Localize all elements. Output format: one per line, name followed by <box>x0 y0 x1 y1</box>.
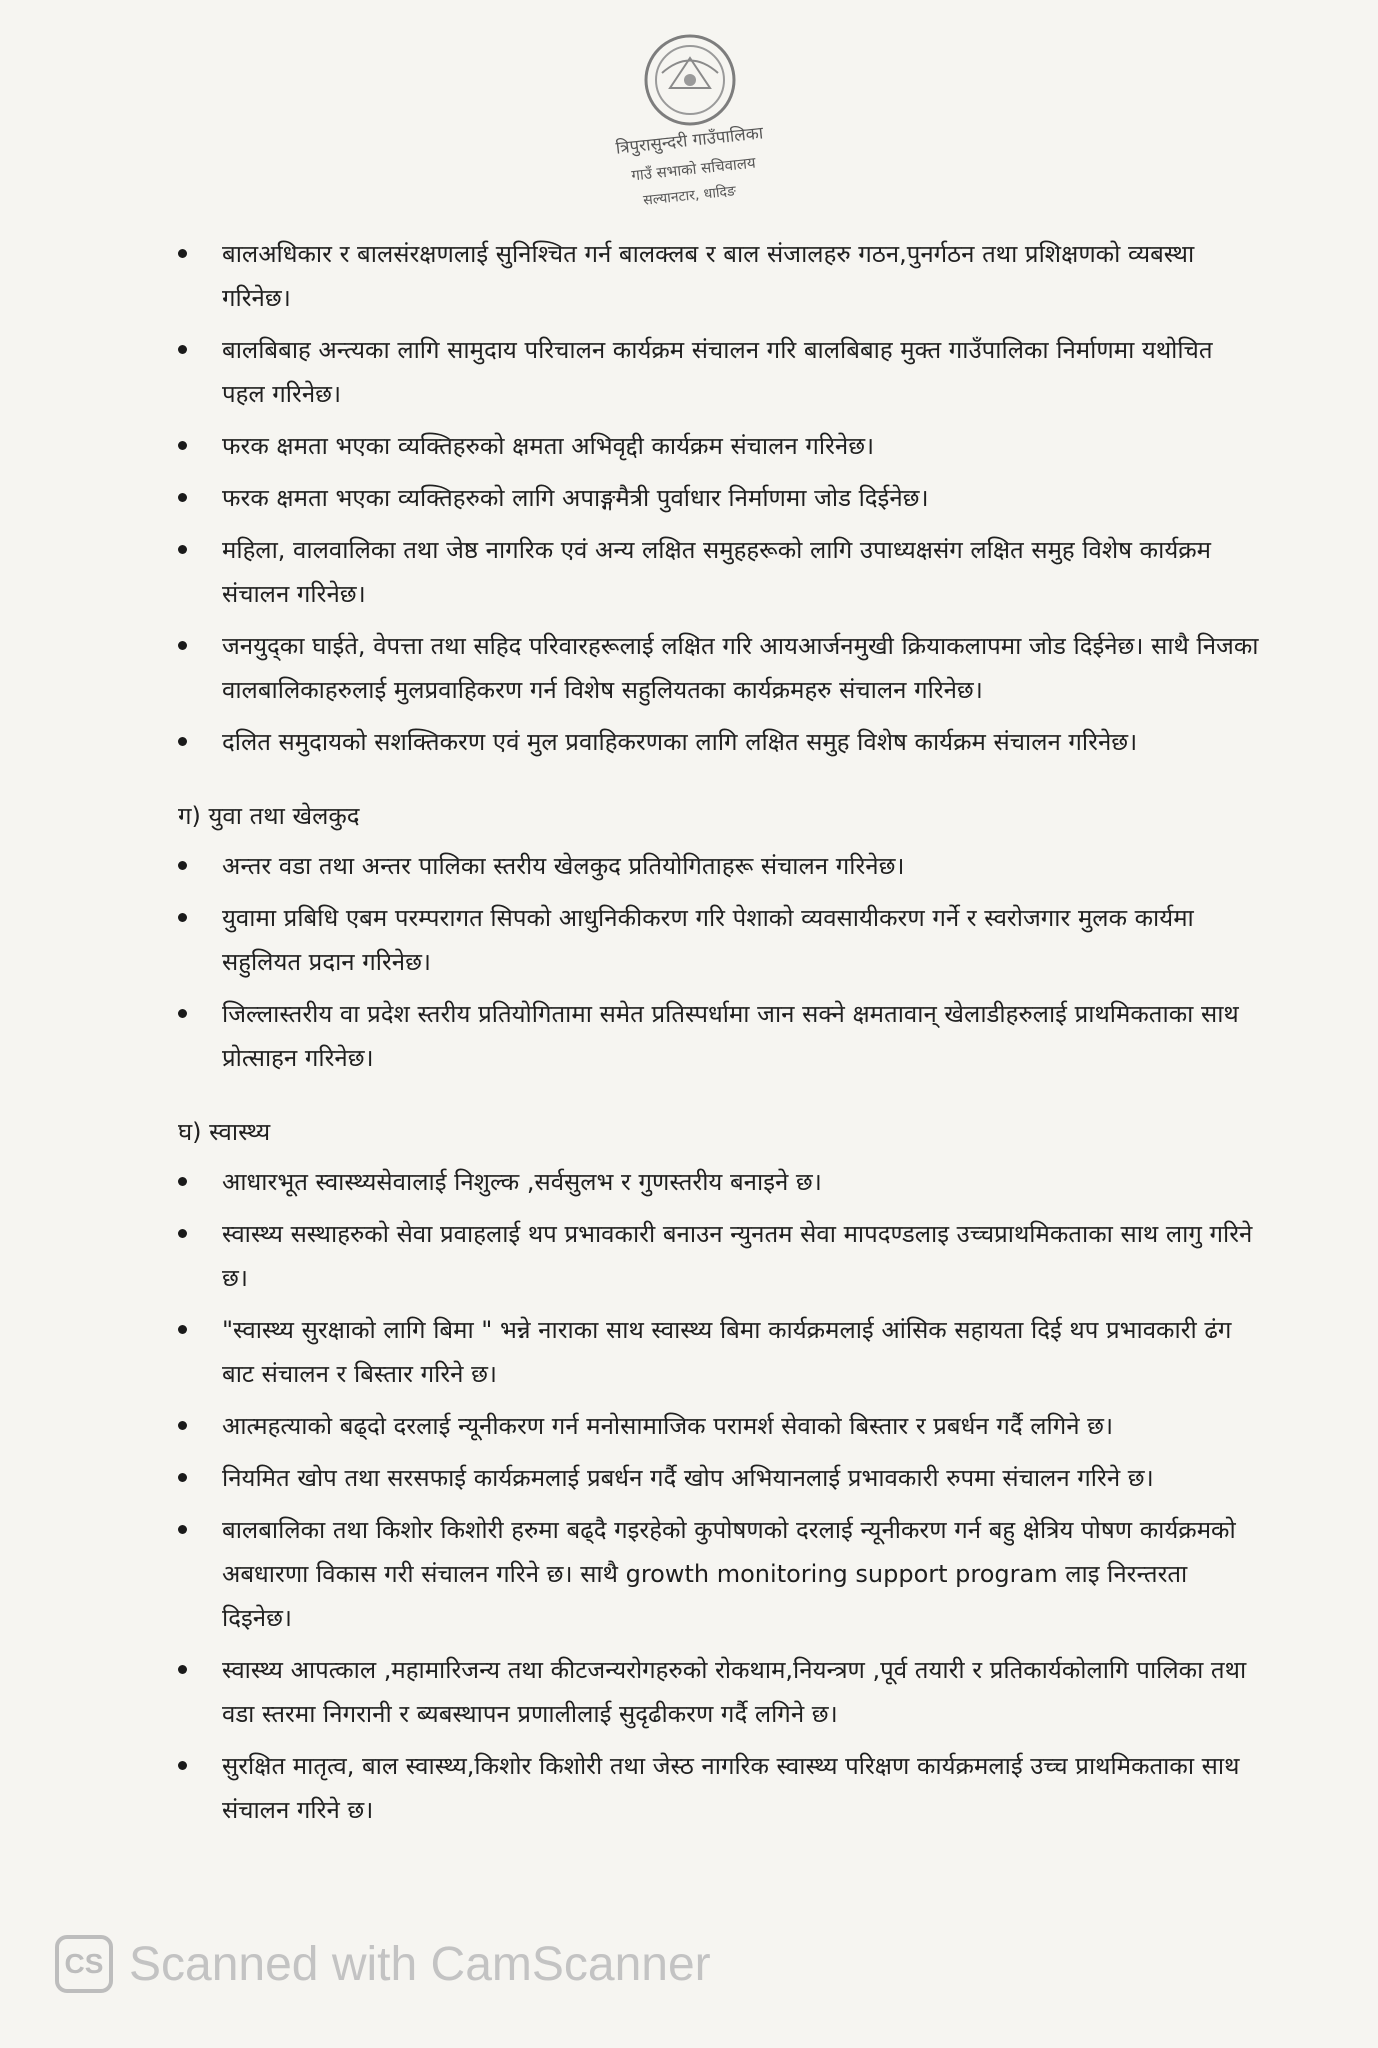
list-item: युवामा प्रबिधि एबम परम्परागत सिपको आधुनिकीकरण गरि पेशाको व्यवसायीकरण गर्ने र स्वरोजगार मुलक कार्यमा सहुलियत प्रदान गरिनेछ। <box>170 896 1260 984</box>
list-item: आधारभूत स्वास्थ्यसेवालाई निशुल्क ,सर्वसुलभ र गुणस्तरीय बनाइने छ। <box>170 1160 1260 1204</box>
svg-text:सल्यानटार, धादिङ: सल्यानटार, धादिङ <box>642 183 737 209</box>
list-item: फरक क्षमता भएका व्यक्तिहरुको क्षमता अभिवृद्दी कार्यक्रम संचालन गरिनेछ। <box>170 424 1260 468</box>
list-item: जिल्लास्तरीय वा प्रदेश स्तरीय प्रतियोगितामा समेत प्रतिस्पर्धामा जान सक्ने क्षमतावान् खेलाडीहरुलाई प्राथमिकताका साथ प्रोत्साहन गरिनेछ। <box>170 992 1260 1080</box>
office-seal-stamp <box>590 28 790 218</box>
list-item: आत्महत्याको बढ्दो दरलाई न्यूनीकरण गर्न मनोसामाजिक परामर्श सेवाको बिस्तार र प्रबर्धन गर्दै लगिने छ। <box>170 1404 1260 1448</box>
camscanner-watermark <box>55 1935 711 1993</box>
svg-text:गाउँ सभाको सचिवालय: गाउँ सभाको सचिवालय <box>630 153 757 185</box>
list-item: फरक क्षमता भएका व्यक्तिहरुको लागि अपाङ्गमैत्री पुर्वाधार निर्माणमा जोड दिईनेछ। <box>170 476 1260 520</box>
youth-bullet-list <box>170 844 1260 1080</box>
list-item: महिला, वालवालिका तथा जेष्ठ नागरिक एवं अन्य लक्षित समुहहरूको लागि उपाध्यक्षसंग लक्षित समुह विशेष कार्यक्रम संचालन गरिनेछ। <box>170 528 1260 616</box>
list-item: दलित समुदायको सशक्तिकरण एवं मुल प्रवाहिकरणका लागि लक्षित समुह विशेष कार्यक्रम संचालन गरिनेछ। <box>170 720 1260 764</box>
svg-text:त्रिपुरासुन्दरी गाउँपालिका: त्रिपुरासुन्दरी गाउँपालिका <box>614 123 765 159</box>
list-item: बालबालिका तथा किशोर किशोरी हरुमा बढ्दै गइरहेको कुपोषणको दरलाई न्यूनीकरण गर्न बहु क्षेत्रिय पोषण कार्यक्रमको अबधारणा विकास गरी संचालन गरिने छ। साथै growth monitoring support program लाइ निरन्तरता दिइनेछ। <box>170 1508 1260 1640</box>
document-body <box>170 232 1260 1840</box>
intro-bullet-list <box>170 232 1260 764</box>
list-item: सुरक्षित मातृत्व, बाल स्वास्थ्य,किशोर किशोरी तथा जेस्ठ नागरिक स्वास्थ्य परिक्षण कार्यक्रमलाई उच्च प्राथमिकताका साथ संचालन गरिने छ। <box>170 1744 1260 1832</box>
list-item: अन्तर वडा तथा अन्तर पालिका स्तरीय खेलकुद प्रतियोगिताहरू संचालन गरिनेछ। <box>170 844 1260 888</box>
list-item: बालबिबाह अन्त्यका लागि सामुदाय परिचालन कार्यक्रम संचालन गरि बालबिबाह मुक्त गाउँपालिका निर्माणमा यथोचित पहल गरिनेछ। <box>170 328 1260 416</box>
section-heading-health: घ) स्वास्थ्य <box>178 1118 271 1146</box>
list-item: बालअधिकार र बालसंरक्षणलाई सुनिश्चित गर्न बालक्लब र बाल संजालहरु गठन,पुनर्गठन तथा प्रशिक्षणको व्यबस्था गरिनेछ। <box>170 232 1260 320</box>
list-item: स्वास्थ्य आपत्काल ,महामारिजन्य तथा कीटजन्यरोगहरुको रोकथाम,नियन्त्रण ,पूर्व तयारी र प्रतिकार्यकोलागि पालिका तथा वडा स्तरमा निगरानी र ब्यबस्थापन प्रणालीलाई सुदृढीकरण गर्दै लगिने छ। <box>170 1648 1260 1736</box>
camscanner-logo-icon: CS <box>55 1935 113 1993</box>
list-item: स्वास्थ्य सस्थाहरुको सेवा प्रवाहलाई थप प्रभावकारी बनाउन न्युनतम सेवा मापदण्डलाइ उच्चप्राथमिकताका साथ लागु गरिने छ। <box>170 1212 1260 1300</box>
health-bullet-list <box>170 1160 1260 1832</box>
list-item: जनयुद्का घाईते, वेपत्ता तथा सहिद परिवारहरूलाई लक्षित गरि आयआर्जनमुखी क्रियाकलापमा जोड दिईनेछ। साथै निजका वालबालिकाहरुलाई मुलप्रवाहिकरण गर्न विशेष सहुलियतका कार्यक्रमहरु संचालन गरिनेछ। <box>170 624 1260 712</box>
list-item: "स्वास्थ्य सुरक्षाको लागि बिमा " भन्ने नाराका साथ स्वास्थ्य बिमा कार्यक्रमलाई आंसिक सहायता दिई थप प्रभावकारी ढंग बाट संचालन र बिस्तार गरिने छ। <box>170 1308 1260 1396</box>
list-item: नियमित खोप तथा सरसफाई कार्यक्रमलाई प्रबर्धन गर्दै खोप अभियानलाई प्रभावकारी रुपमा संचालन गरिने छ। <box>170 1456 1260 1500</box>
section-heading-youth-sports: ग) युवा तथा खेलकुद <box>178 802 360 830</box>
watermark-text: Scanned with CamScanner <box>129 1937 711 1991</box>
